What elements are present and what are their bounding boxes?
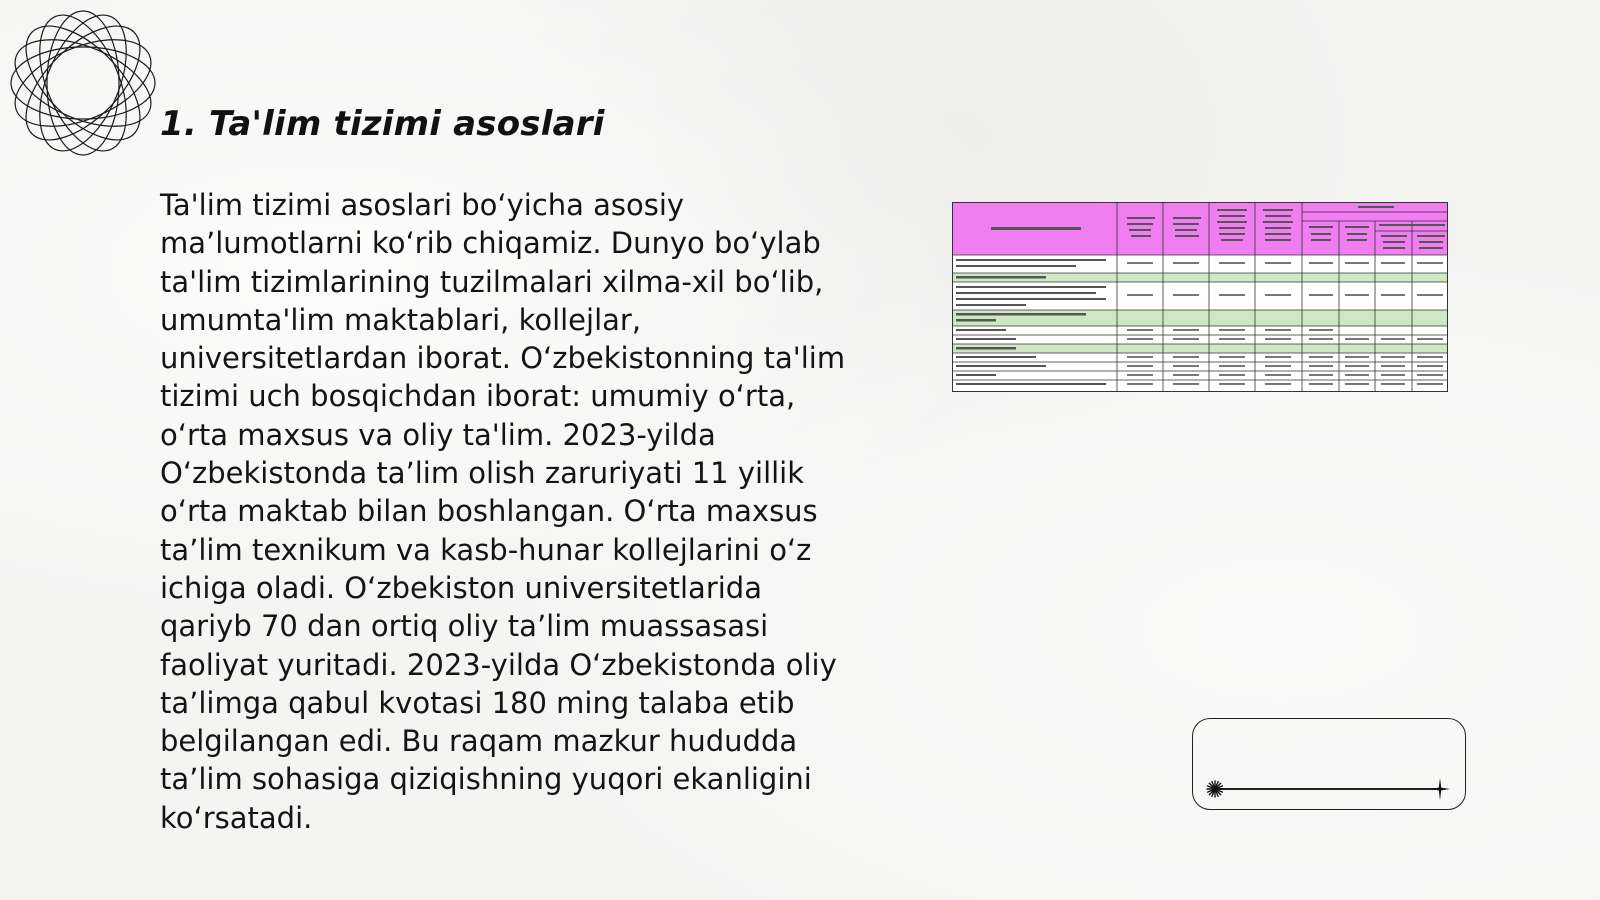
- navigation-box: [1192, 718, 1466, 810]
- slide-title: 1. Ta'lim tizimi asoslari: [160, 104, 605, 144]
- slide-body-text: Ta'lim tizimi asoslari bo‘yicha asosiy ma’lumotlarni ko‘rib chiqamiz. Dunyo bo‘ylab ta'lim tizimlarining tuzilmalari xilma-xil bo‘lib, umumta'lim maktablari, kollejlar, universitetlardan iborat. O‘zbekistonning ta'lim tizimi uch bosqichdan iborat: umumiy o‘rta, o‘rta maxsus va oliy ta'lim. 2023-yilda O‘zbekistonda ta’lim olish zaruriyati 11 yillik o‘rta maktab bilan boshlangan. O‘rta maxsus ta’lim texnikum va kasb-hunar kollejlarini o‘z ichiga oladi. O‘zbekiston universitetlarida qariyb 70 dan ortiq oliy ta’lim muassasasi faoliyat yuritadi. 2023-yilda O‘zbekistonda oliy ta’limga qabul kvotasi 180 ming talaba etib belgilangan edi. Bu raqam mazkur hududda ta’lim sohasiga qiziqishning yuqori ekanligini ko‘rsatadi.: [160, 188, 846, 835]
- table-image: [952, 202, 1448, 392]
- progress-line: [1217, 788, 1439, 790]
- rosette-icon: [8, 8, 158, 158]
- sparkle-icon: [1429, 777, 1451, 801]
- sunburst-icon: [1205, 779, 1225, 799]
